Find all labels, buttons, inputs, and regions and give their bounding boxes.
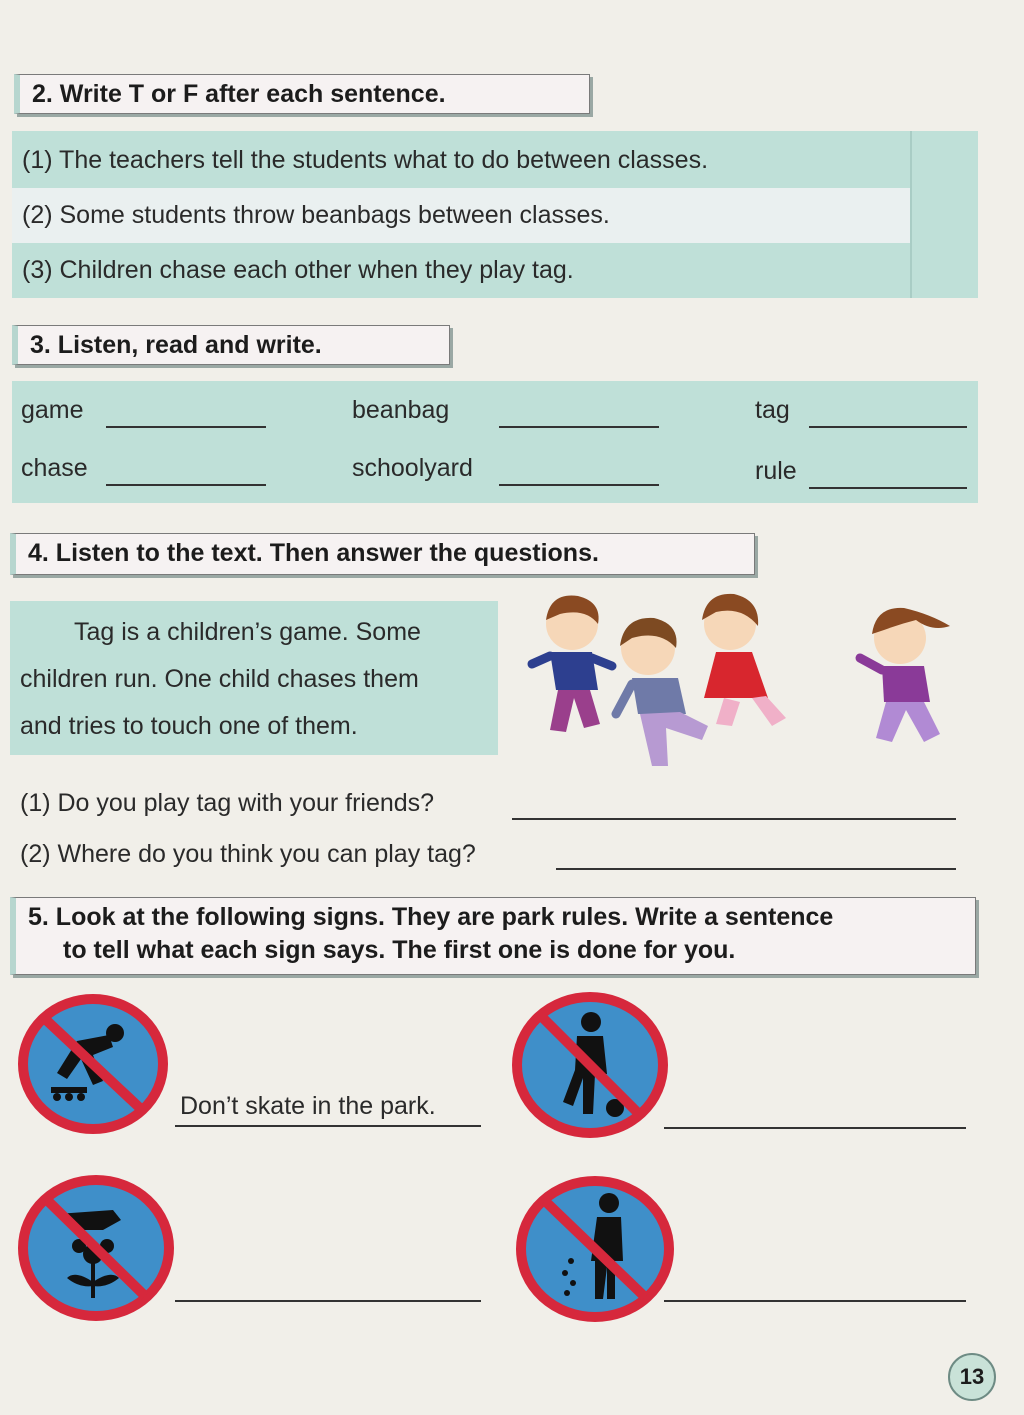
- word-beanbag: beanbag: [352, 396, 450, 424]
- no-littering-icon: [515, 1175, 675, 1323]
- answer-line-question-1[interactable]: [512, 818, 956, 820]
- child-purple-sweater: [860, 608, 950, 742]
- word-write-panel: [12, 381, 978, 503]
- passage-line-3: and tries to touch one of them.: [20, 712, 358, 740]
- sign-answer-line-4[interactable]: [664, 1300, 966, 1302]
- sign-answer-1: Don’t skate in the park.: [180, 1092, 436, 1120]
- question-1: (1) Do you play tag with your friends?: [20, 789, 435, 817]
- write-blank-rule[interactable]: [809, 487, 967, 489]
- sentence-row-2: (2) Some students throw beanbags between classes.: [12, 188, 912, 243]
- word-rule: rule: [755, 457, 797, 485]
- passage-line-1: Tag is a children’s game. Some: [74, 618, 421, 646]
- answer-line-question-2[interactable]: [556, 868, 956, 870]
- children-playing-tag-illustration: [520, 590, 970, 785]
- section5-heading: [10, 897, 976, 975]
- tf-sentence-table: [12, 131, 978, 298]
- word-chase: chase: [21, 454, 88, 482]
- no-picking-flowers-icon: [17, 1174, 175, 1322]
- section2-heading: 2. Write T or F after each sentence.: [14, 74, 590, 114]
- write-blank-beanbag[interactable]: [499, 426, 659, 428]
- write-blank-game[interactable]: [106, 426, 266, 428]
- section5-heading-line-2: to tell what each sign says. The first one is done for you.: [63, 936, 736, 964]
- section3-heading: 3. Listen, read and write.: [12, 325, 450, 365]
- sentence-row-1: (1) The teachers tell the students what to do between classes.: [22, 146, 709, 174]
- sign-answer-line-3[interactable]: [175, 1300, 481, 1302]
- question-2: (2) Where do you think you can play tag?: [20, 840, 476, 868]
- sentence-row-3: (3) Children chase each other when they play tag.: [22, 256, 574, 284]
- tf-answer-column[interactable]: [910, 131, 978, 298]
- child-red-dress: [702, 594, 786, 726]
- word-tag: tag: [755, 396, 790, 424]
- write-blank-chase[interactable]: [106, 484, 266, 486]
- passage-line-2: children run. One child chases them: [20, 665, 419, 693]
- section4-heading: 4. Listen to the text. Then answer the questions.: [10, 533, 755, 575]
- word-game: game: [21, 396, 84, 424]
- sign-answer-line-1[interactable]: [175, 1125, 481, 1127]
- no-ball-games-icon: [511, 990, 669, 1140]
- no-skating-icon: [17, 993, 169, 1135]
- child-blue-sweater: [532, 596, 612, 733]
- section5-heading-line-1: 5. Look at the following signs. They are park rules. Write a sentence: [28, 903, 834, 931]
- sign-answer-line-2[interactable]: [664, 1127, 966, 1129]
- word-schoolyard: schoolyard: [352, 454, 473, 482]
- child-grey-sweater: [616, 618, 708, 766]
- page-number-badge: 13: [948, 1353, 996, 1401]
- write-blank-tag[interactable]: [809, 426, 967, 428]
- write-blank-schoolyard[interactable]: [499, 484, 659, 486]
